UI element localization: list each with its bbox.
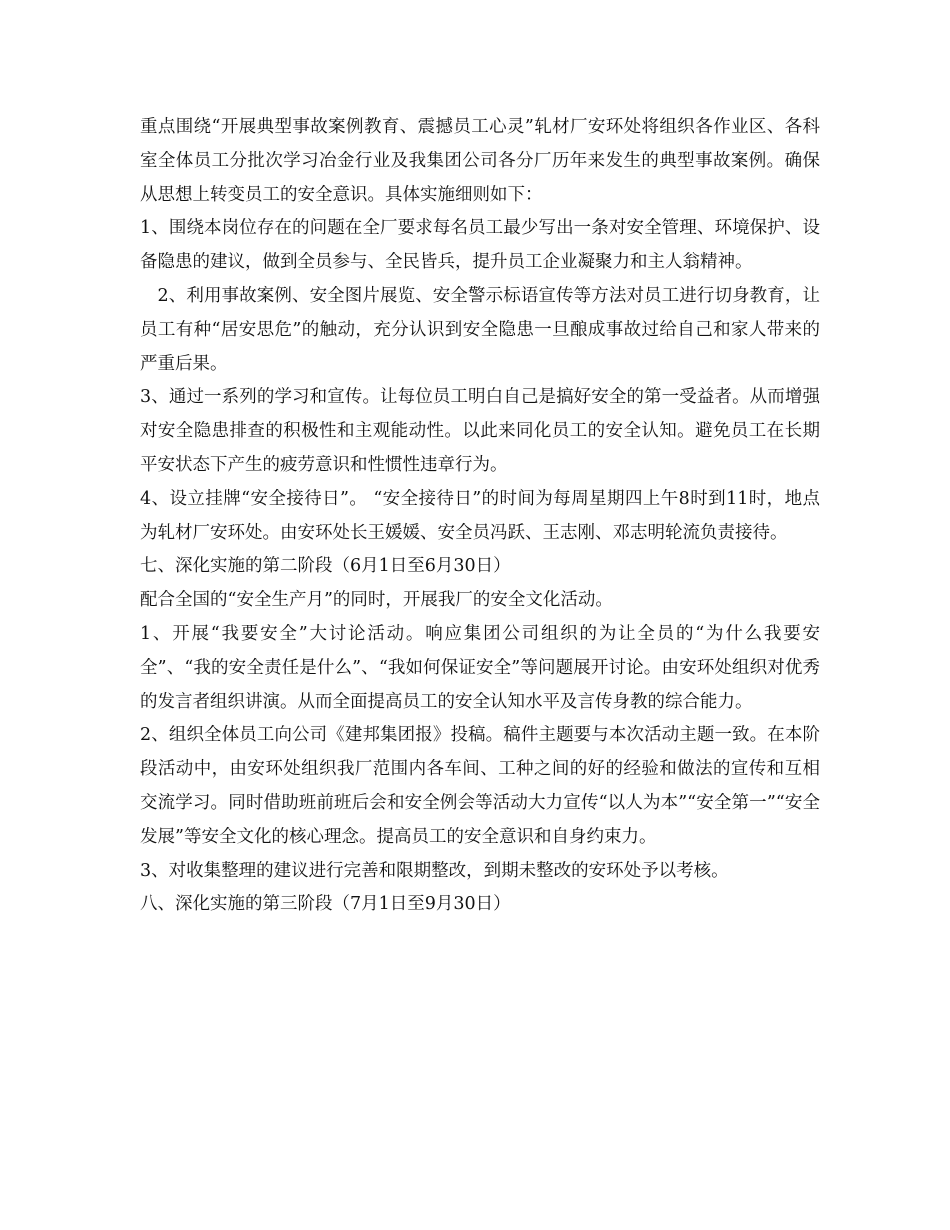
section-7-heading: 七、深化实施的第二阶段（6月1日至6月30日） [140,556,511,577]
section-7-item-3: 3、对收集整理的建议进行完善和限期整改，到期未整改的安环处予以考核。 [140,860,729,881]
intro-paragraph: 重点围绕“开展典型事故案例教育、震撼员工心灵”轧材厂安环处将组织各作业区、各科室全体员工分批次学习冶金行业及我集团公司各分厂历年来发生的典型事故案例。确保从思想上转变员工的安全意识。具体实施细则如下： [140,117,820,205]
section-8-heading: 八、深化实施的第三阶段（7月1日至9月30日） [140,894,511,915]
section-7-item-2: 2、组织全体员工向公司《建邦集团报》投稿。稿件主题要与本次活动主题一致。在本阶段活动中，由安环处组织我厂范围内各车间、工种之间的好的经验和做法的宣传和互相交流学习。同时借助班前班后会和安全例会等活动大力宣传“以人为本”“安全第一”“安全发展”等安全文化的核心理念。提高员工的安全意识和自身约束力。 [140,725,820,847]
item-2-accident-education: 2、利用事故案例、安全图片展览、安全警示标语宣传等方法对员工进行切身教育，让员工有种“居安思危”的触动，充分认识到安全隐患一旦酿成事故过给自己和家人带来的严重后果。 [140,285,820,374]
document-page [140,111,820,922]
item-1-suggestions: 1、围绕本岗位存在的问题在全厂要求每名员工最少写出一条对安全管理、环境保护、设备隐患的建议，做到全员参与、全民皆兵，提升员工企业凝聚力和主人翁精神。 [140,218,820,273]
section-7-item-1: 1、开展“我要安全”大讨论活动。响应集团公司组织的为让全员的“为什么我要安全”、“我的安全责任是什么”、“我如何保证安全”等问题展开讨论。由安环处组织对优秀的发言者组织讲演。从而全面提高员工的安全认知水平及言传身教的综合能力。 [140,623,820,712]
section-7-intro: 配合全国的“安全生产月”的同时，开展我厂的安全文化活动。 [140,590,613,611]
item-4-reception-day: 4、设立挂牌“安全接待日”。 “安全接待日”的时间为每周星期四上午8时到11时，地点为轧材厂安环处。由安环处长王媛媛、安全员冯跃、王志刚、邓志明轮流负责接待。 [140,488,820,543]
item-3-learning-publicity: 3、通过一系列的学习和宣传。让每位员工明白自己是搞好安全的第一受益者。从而增强对安全隐患排查的积极性和主观能动性。以此来同化员工的安全认知。避免员工在长期平安状态下产生的疲劳意识和性惯性违章行为。 [140,387,820,475]
